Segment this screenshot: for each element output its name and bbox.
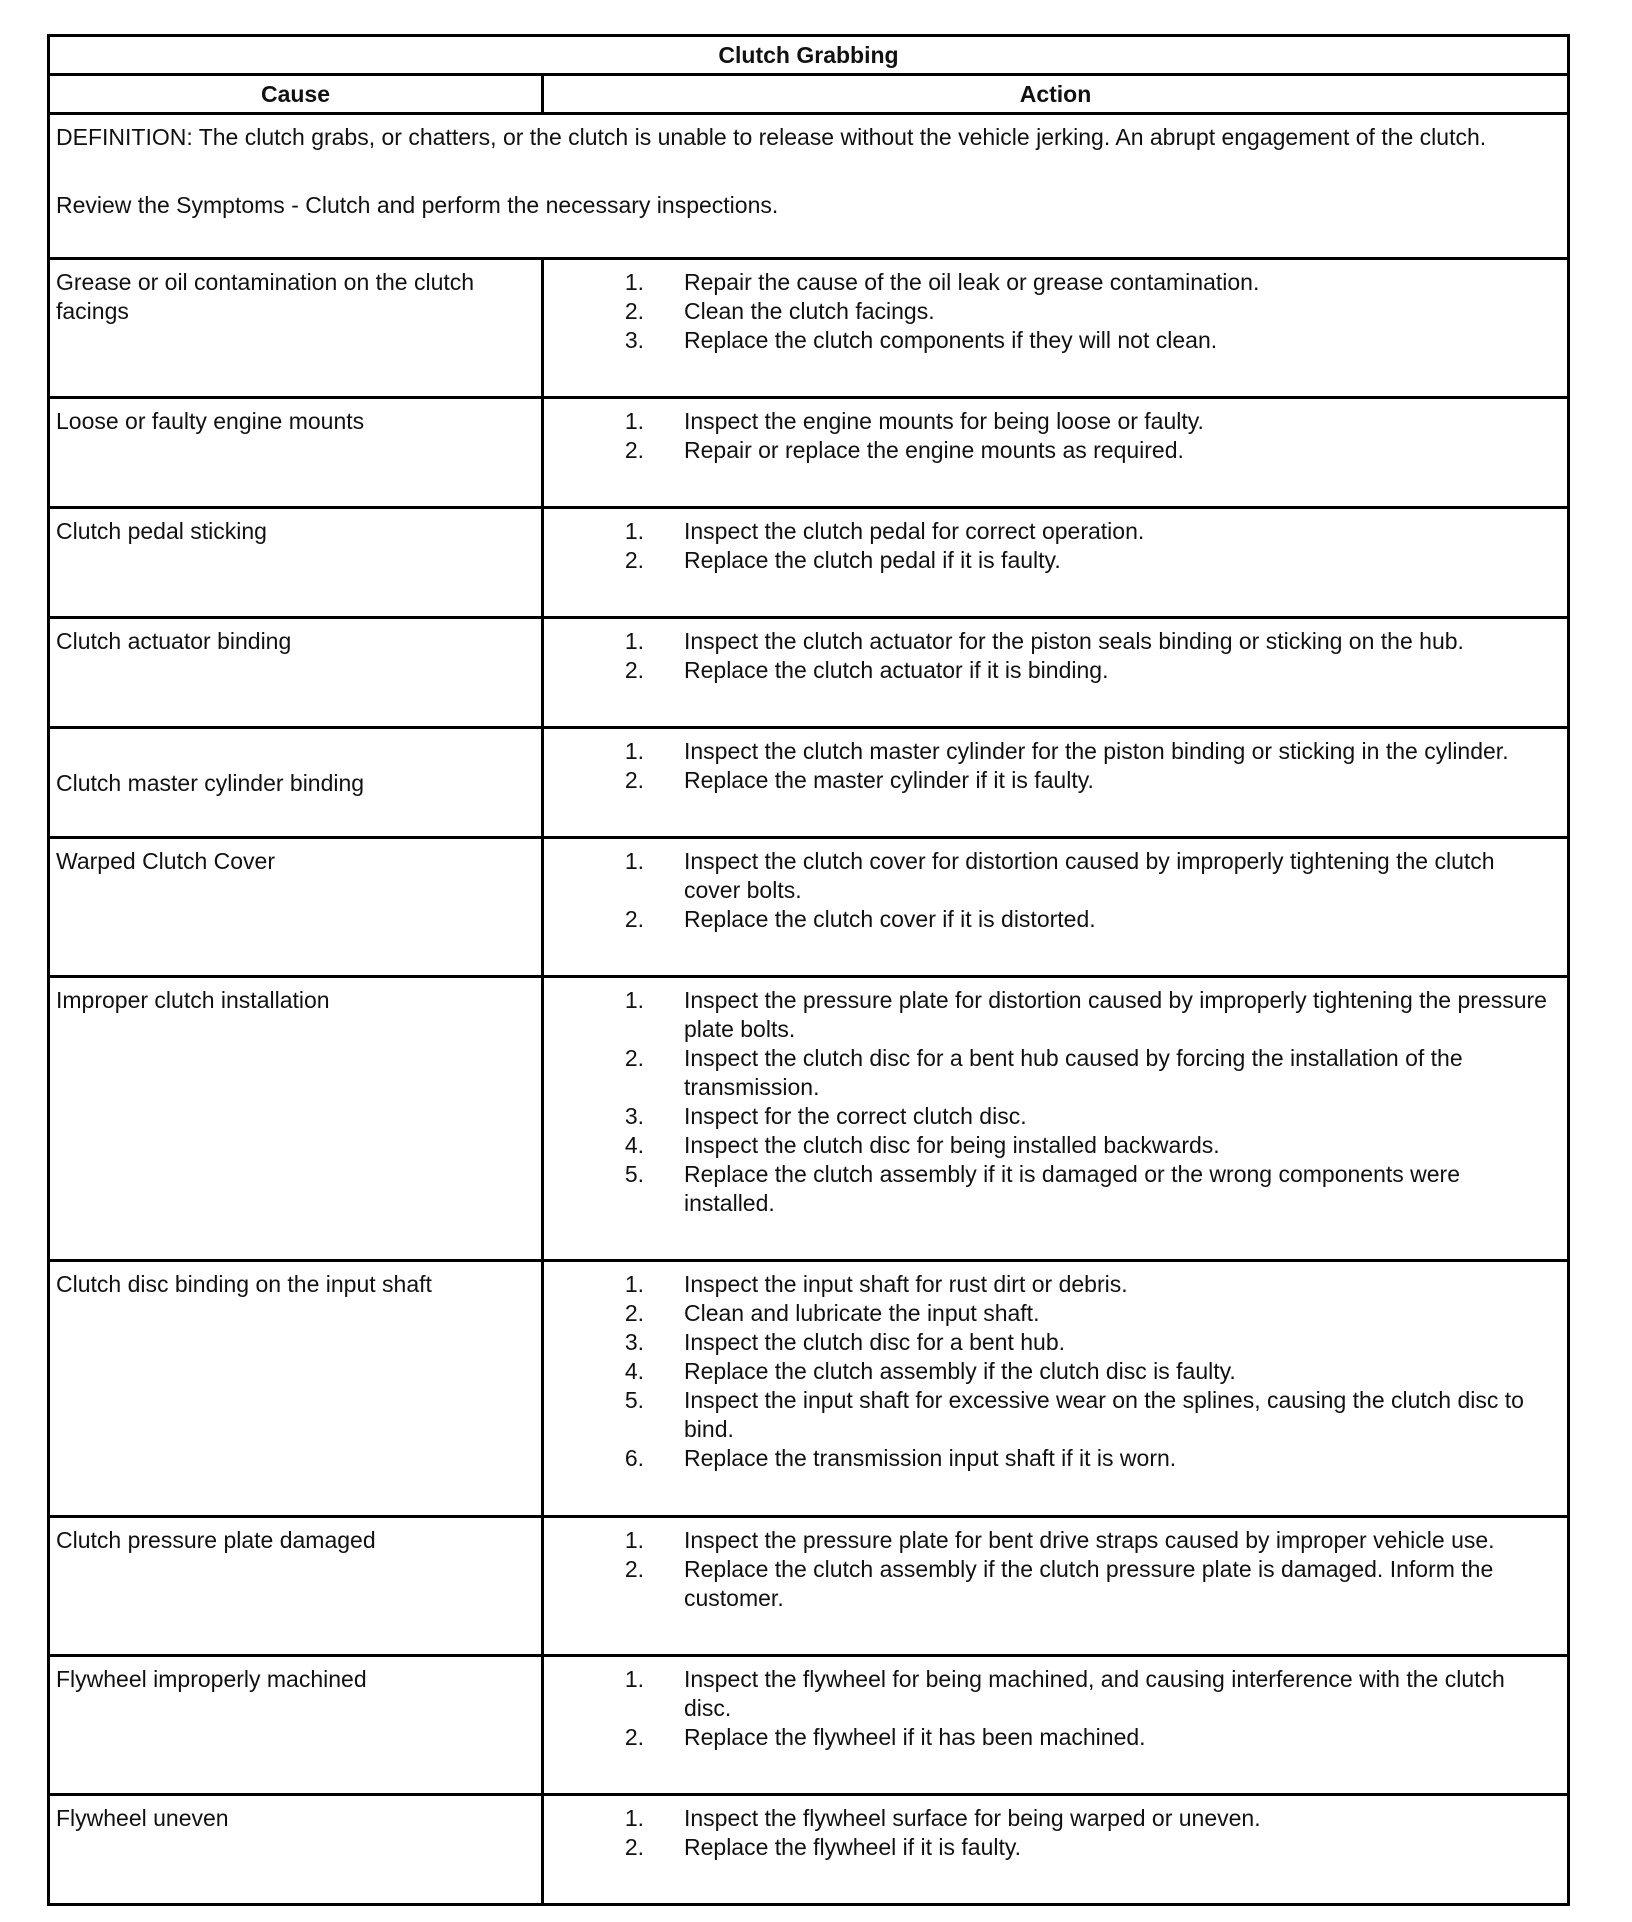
action-step [544,1526,1557,1555]
table-title: Clutch Grabbing [49,36,1569,75]
step-number: 2. [624,767,644,793]
step-text: Inspect the pressure plate for distortion caused by improperly tightening the pressure plate bolts. [684,987,1547,1042]
step-text: Replace the flywheel if it is faulty. [684,1834,1022,1860]
step-number: 1. [624,1666,644,1692]
action-steps [544,260,1567,361]
step-number: 2. [624,1834,644,1860]
action-cell [543,1795,1569,1905]
action-steps [544,1796,1567,1868]
step-number: 2. [624,437,644,463]
step-number: 1. [624,518,644,544]
step-number: 4. [624,1358,644,1384]
step-text: Inspect the clutch disc for a bent hub. [684,1329,1066,1355]
action-cell [543,728,1569,838]
table-row [49,1517,1569,1656]
action-steps [544,619,1567,691]
step-text: Inspect the clutch disc for being installed backwards. [684,1132,1220,1158]
action-step [544,1804,1557,1833]
step-number: 4. [624,1132,644,1158]
step-number: 1. [624,269,644,295]
action-step [544,1386,1557,1444]
action-step [544,1328,1557,1357]
table-row [49,508,1569,618]
step-text: Replace the clutch assembly if it is damaged or the wrong components were installed. [684,1161,1461,1216]
cause-cell: Grease or oil contamination on the clutch facings [49,259,543,398]
cause-cell: Improper clutch installation [49,977,543,1261]
step-number: 1. [624,1271,644,1297]
action-steps [544,399,1567,471]
action-step [544,737,1557,766]
step-number: 2. [624,1556,644,1582]
step-number: 1. [624,738,644,764]
step-number: 1. [624,848,644,874]
action-step [544,1102,1557,1131]
action-step [544,1160,1557,1218]
step-number: 3. [624,1103,644,1129]
action-steps [544,839,1567,940]
action-step [544,436,1557,465]
table-row [49,728,1569,838]
table-row [49,838,1569,977]
action-step [544,1357,1557,1386]
action-step [544,546,1557,575]
action-step [544,986,1557,1044]
cause-cell: Clutch actuator binding [49,618,543,728]
step-number: 1. [624,628,644,654]
step-text: Replace the clutch assembly if the clutch disc is faulty. [684,1358,1236,1384]
step-text: Inspect the clutch pedal for correct operation. [684,518,1145,544]
action-cell [543,259,1569,398]
action-step [544,627,1557,656]
header-cause: Cause [49,75,543,114]
step-text: Inspect the flywheel surface for being warped or uneven. [684,1805,1261,1831]
action-step [544,1665,1557,1723]
step-text: Inspect the clutch cover for distortion caused by improperly tightening the clutch cover bolts. [684,848,1495,903]
action-step [544,847,1557,905]
action-cell [543,1261,1569,1517]
table-row [49,977,1569,1261]
action-step [544,326,1557,355]
action-steps [544,978,1567,1224]
action-step [544,1131,1557,1160]
clutch-grabbing-table [47,34,1570,1906]
cause-cell: Clutch pressure plate damaged [49,1517,543,1656]
action-steps [544,509,1567,581]
step-text: Replace the flywheel if it has been machined. [684,1724,1146,1750]
step-text: Replace the clutch components if they will not clean. [684,327,1218,353]
step-text: Inspect for the correct clutch disc. [684,1103,1027,1129]
table-body [49,114,1569,1905]
action-cell [543,1517,1569,1656]
step-text: Replace the clutch actuator if it is binding. [684,657,1109,683]
step-text: Inspect the engine mounts for being loose or faulty. [684,408,1204,434]
action-steps [544,729,1567,801]
table-row [49,1795,1569,1905]
cause-cell: Loose or faulty engine mounts [49,398,543,508]
step-text: Repair or replace the engine mounts as required. [684,437,1184,463]
action-step [544,1299,1557,1328]
step-text: Clean and lubricate the input shaft. [684,1300,1040,1326]
action-step [544,517,1557,546]
cause-cell: Flywheel improperly machined [49,1656,543,1795]
step-text: Inspect the input shaft for rust dirt or debris. [684,1271,1128,1297]
step-number: 2. [624,547,644,573]
action-step [544,905,1557,934]
step-number: 3. [624,1329,644,1355]
action-steps [544,1657,1567,1758]
step-text: Inspect the clutch master cylinder for the piston binding or sticking in the cylinder. [684,738,1509,764]
step-text: Replace the clutch pedal if it is faulty. [684,547,1061,573]
action-step [544,1723,1557,1752]
step-text: Inspect the clutch actuator for the piston seals binding or sticking on the hub. [684,628,1464,654]
definition-row [49,114,1569,259]
step-text: Inspect the clutch disc for a bent hub caused by forcing the installation of the transmission. [684,1045,1463,1100]
action-step [544,1444,1557,1473]
table-row [49,1656,1569,1795]
action-step [544,766,1557,795]
action-cell [543,838,1569,977]
cause-cell: Clutch disc binding on the input shaft [49,1261,543,1517]
cause-cell: Clutch pedal sticking [49,508,543,618]
action-cell [543,618,1569,728]
step-number: 1. [624,408,644,434]
step-text: Inspect the pressure plate for bent drive straps caused by improper vehicle use. [684,1527,1495,1553]
step-number: 6. [624,1445,644,1471]
definition-cell [49,114,1569,259]
definition-text: DEFINITION: The clutch grabs, or chatters, or the clutch is unable to release without the vehicle jerking. An abrupt engagement of the clutch. [56,124,1487,150]
cause-cell: Warped Clutch Cover [49,838,543,977]
action-cell [543,1656,1569,1795]
step-text: Replace the clutch assembly if the clutch pressure plate is damaged. Inform the customer. [684,1556,1494,1611]
action-cell [543,977,1569,1261]
table-row [49,618,1569,728]
action-cell [543,508,1569,618]
step-number: 1. [624,987,644,1013]
action-step [544,1833,1557,1862]
action-step [544,1044,1557,1102]
action-steps [544,1262,1567,1479]
step-number: 1. [624,1805,644,1831]
document [47,34,1567,1906]
step-text: Replace the clutch cover if it is distorted. [684,906,1096,932]
step-number: 3. [624,327,644,353]
table-row [49,259,1569,398]
step-number: 2. [624,1300,644,1326]
table-row [49,1261,1569,1517]
action-step [544,1555,1557,1613]
action-cell [543,398,1569,508]
action-step [544,407,1557,436]
step-number: 2. [624,1045,644,1071]
step-number: 2. [624,906,644,932]
step-number: 2. [624,657,644,683]
review-text: Review the Symptoms - Clutch and perform the necessary inspections. [56,192,779,218]
step-number: 1. [624,1527,644,1553]
step-text: Replace the master cylinder if it is faulty. [684,767,1094,793]
header-action: Action [543,75,1569,114]
step-text: Replace the transmission input shaft if it is worn. [684,1445,1177,1471]
step-number: 2. [624,298,644,324]
action-step [544,1270,1557,1299]
action-step [544,656,1557,685]
step-number: 2. [624,1724,644,1750]
step-text: Repair the cause of the oil leak or grease contamination. [684,269,1260,295]
step-text: Inspect the input shaft for excessive wear on the splines, causing the clutch disc to bind. [684,1387,1524,1442]
table-row [49,398,1569,508]
step-text: Inspect the flywheel for being machined, and causing interference with the clutch disc. [684,1666,1505,1721]
step-text: Clean the clutch facings. [684,298,935,324]
cause-cell: Flywheel uneven [49,1795,543,1905]
action-step [544,297,1557,326]
action-steps [544,1518,1567,1619]
step-number: 5. [624,1387,644,1413]
action-step [544,268,1557,297]
step-number: 5. [624,1161,644,1187]
cause-cell: Clutch master cylinder binding [49,728,543,838]
